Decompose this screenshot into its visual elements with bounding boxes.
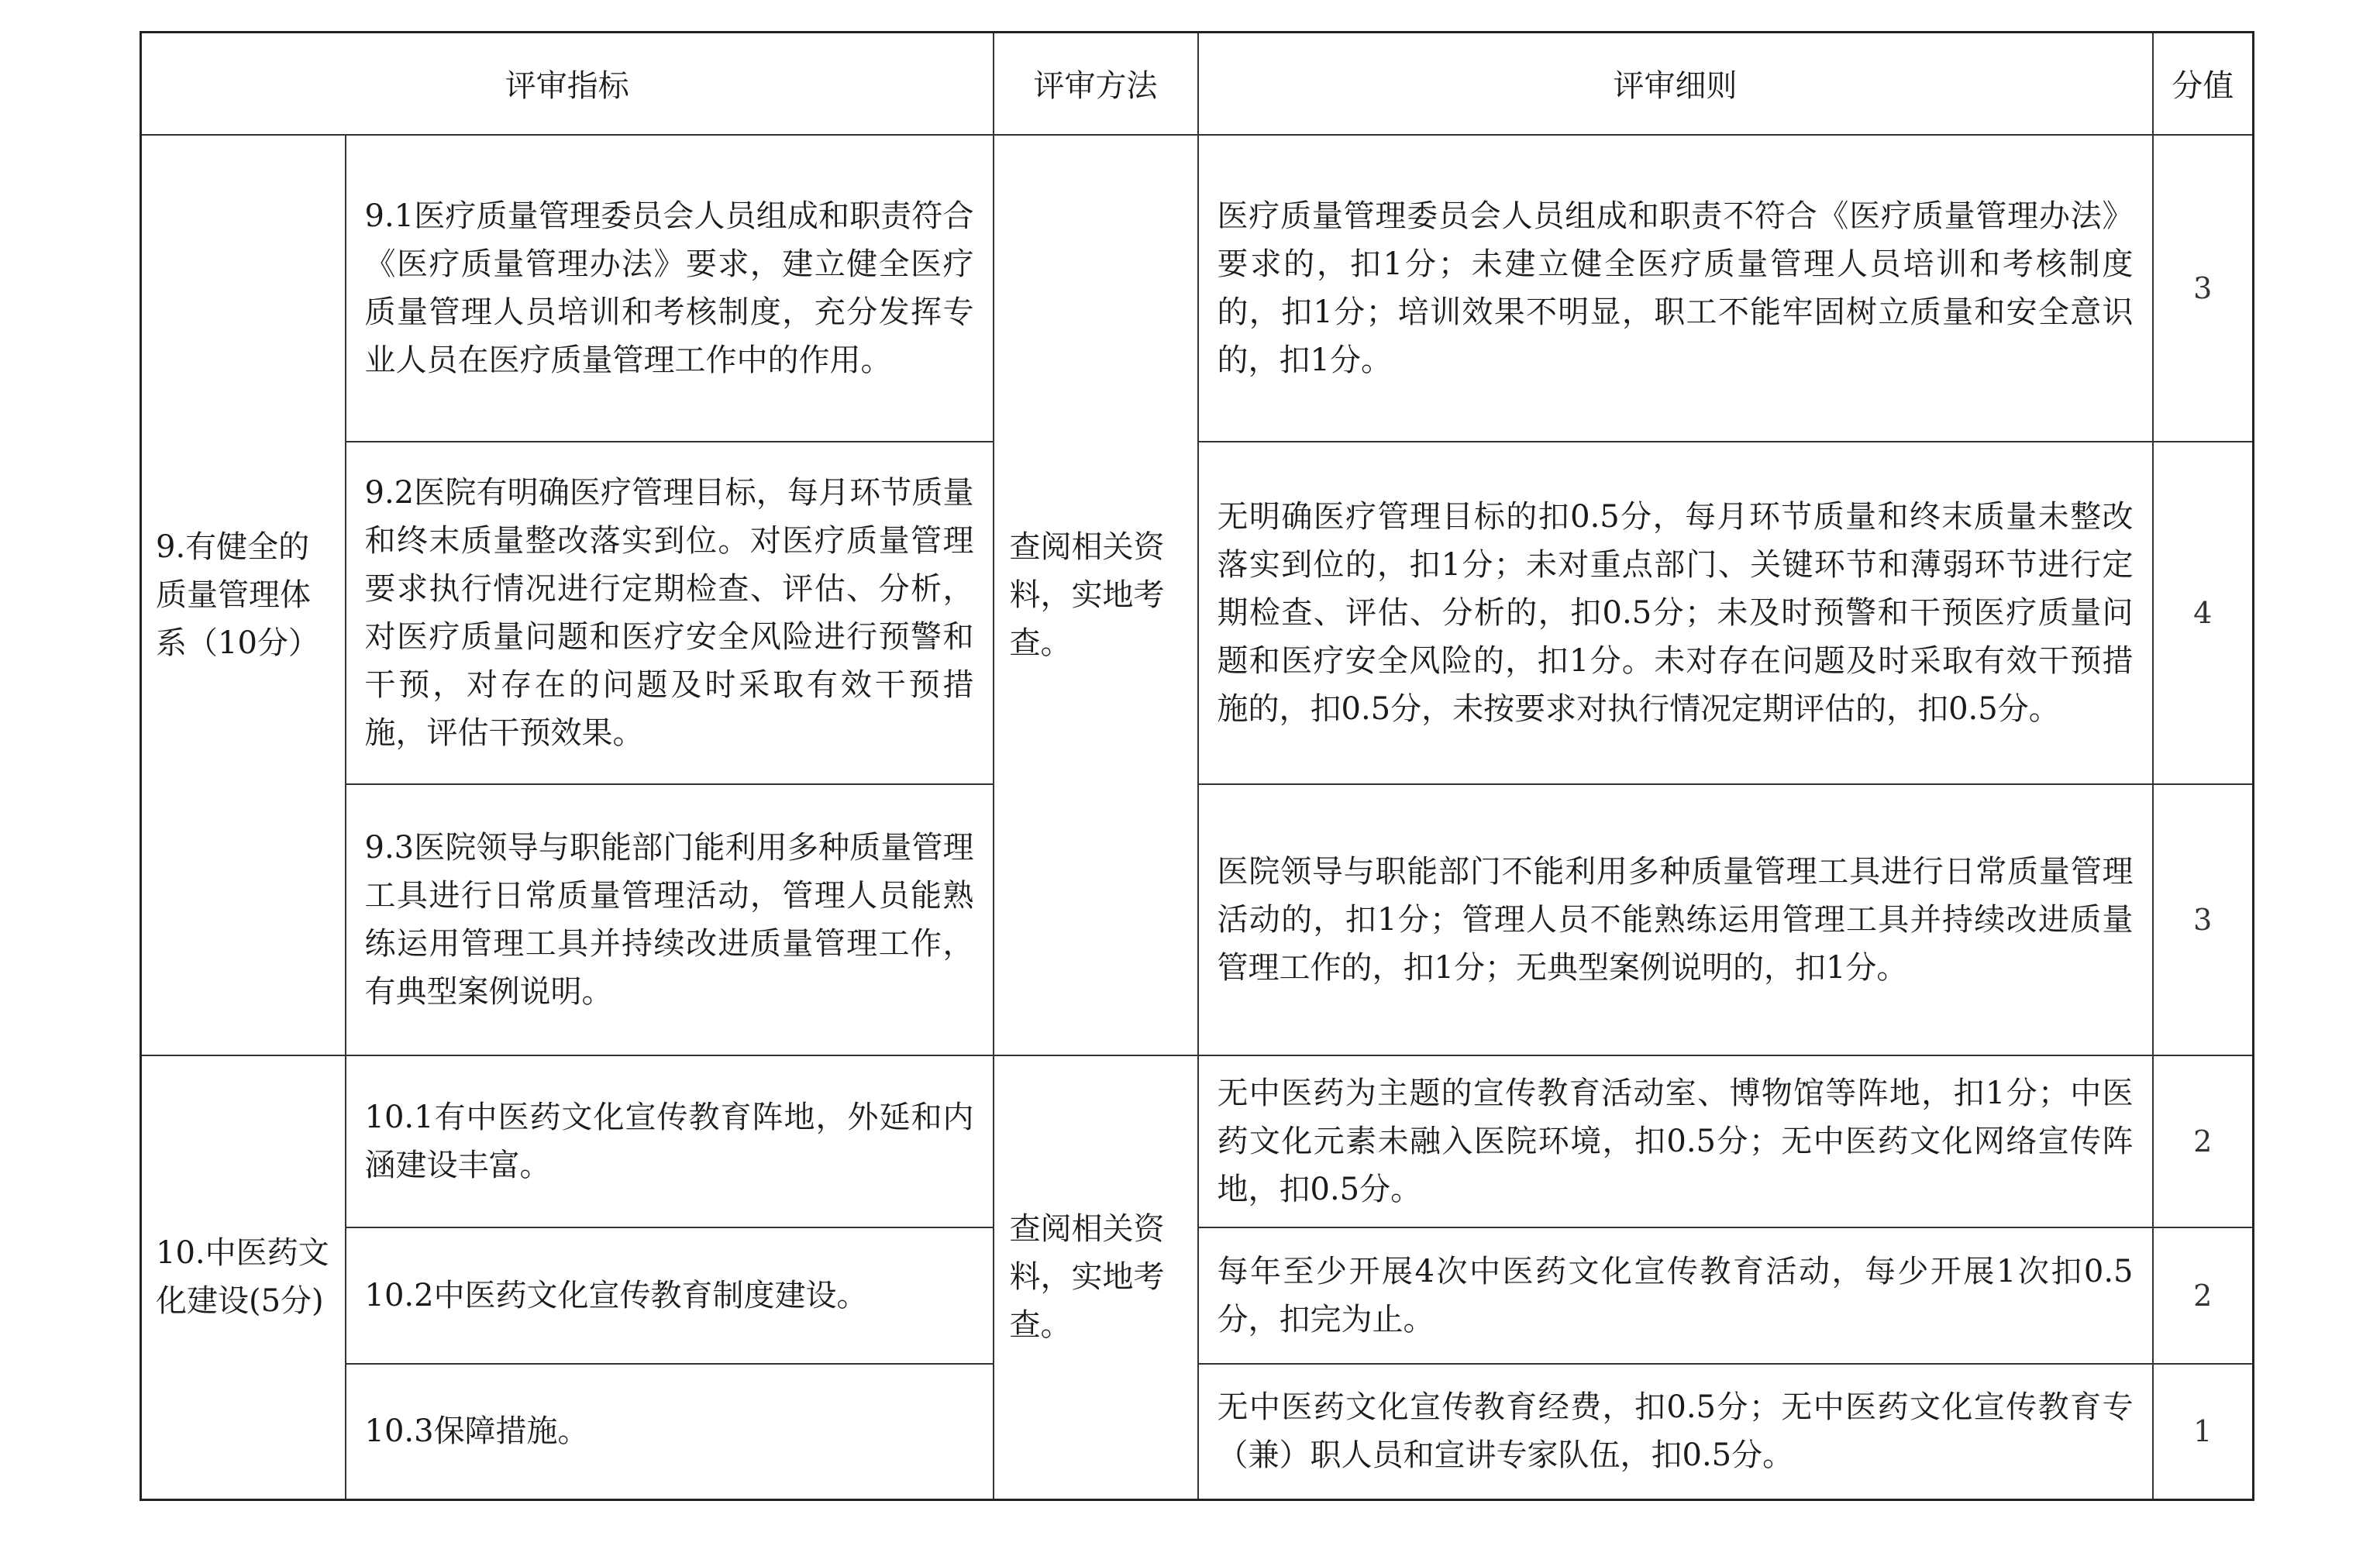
header-row xyxy=(141,33,2254,135)
score-cell: 3 xyxy=(2153,135,2254,442)
indicator-text: 9.3医院领导与职能部门能利用多种质量管理工具进行日常质量管理活动，管理人员能熟练运用管理工具并持续改进质量管理工作，有典型案例说明。 xyxy=(364,829,974,1010)
rule-text: 医院领导与职能部门不能利用多种质量管理工具进行日常质量管理活动的，扣1分；管理人员不能熟练运用管理工具并持续改进质量管理工作的，扣1分；无典型案例说明的，扣1分。 xyxy=(1217,853,2134,986)
header-score: 分值 xyxy=(2153,33,2254,135)
rule-cell xyxy=(1198,1055,2153,1227)
indicator-text: 9.2医院有明确医疗管理目标，每月环节质量和终末质量整改落实到位。对医疗质量管理要求执行情况进行定期检查、评估、分析，对医疗质量问题和医疗安全风险进行预警和干预，对存在的问题及时采取有效干预措施，评估干预效果。 xyxy=(364,474,974,751)
rule-text: 无中医药文化宣传教育经费，扣0.5分；无中医药文化宣传教育专（兼）职人员和宣讲专家队伍，扣0.5分。 xyxy=(1217,1389,2134,1474)
score-cell: 1 xyxy=(2153,1364,2254,1500)
rule-cell xyxy=(1198,784,2153,1055)
score-cell: 2 xyxy=(2153,1227,2254,1364)
score-cell: 4 xyxy=(2153,442,2254,784)
rule-text: 每年至少开展4次中医药文化宣传教育活动，每少开展1次扣0.5分，扣完为止。 xyxy=(1217,1253,2134,1337)
category-cell xyxy=(141,1055,346,1500)
rule-cell xyxy=(1198,135,2153,442)
category-cell xyxy=(141,135,346,1055)
indicator-cell xyxy=(346,784,994,1055)
rule-text: 医疗质量管理委员会人员组成和职责不符合《医疗质量管理办法》要求的，扣1分；未建立健全医疗质量管理人员培训和考核制度的，扣1分；培训效果不明显，职工不能牢固树立质量和安全意识的，扣1分。 xyxy=(1217,198,2134,378)
indicator-cell xyxy=(346,1055,994,1227)
indicator-text: 10.2中医药文化宣传教育制度建设。 xyxy=(364,1277,868,1313)
rule-cell xyxy=(1198,1227,2153,1364)
header-index: 评审指标 xyxy=(141,33,994,135)
table-row xyxy=(141,135,2254,442)
method-text: 查阅相关资料，实地考查。 xyxy=(1009,528,1165,661)
indicator-cell xyxy=(346,442,994,784)
header-rules: 评审细则 xyxy=(1198,33,2153,135)
indicator-cell xyxy=(346,135,994,442)
indicator-cell xyxy=(346,1364,994,1500)
category-text: 9.有健全的质量管理体系（10分） xyxy=(156,528,319,661)
table-row xyxy=(141,1055,2254,1227)
rule-cell xyxy=(1198,442,2153,784)
method-cell xyxy=(994,135,1198,1055)
score-cell: 3 xyxy=(2153,784,2254,1055)
evaluation-table xyxy=(139,31,2254,1501)
rule-cell xyxy=(1198,1364,2153,1500)
rule-text: 无明确医疗管理目标的扣0.5分，每月环节质量和终末质量未整改落实到位的，扣1分；未对重点部门、关键环节和薄弱环节进行定期检查、评估、分析的，扣0.5分；未及时预警和干预医疗质量问题和医疗安全风险的，扣1分。未对存在问题及时采取有效干预措施的，扣0.5分，未按要求对执行情况定期评估的，扣0.5分。 xyxy=(1217,498,2134,727)
category-text: 10.中医药文化建设(5分) xyxy=(156,1235,329,1320)
indicator-text: 10.3保障措施。 xyxy=(364,1413,589,1450)
indicator-cell xyxy=(346,1227,994,1364)
method-text: 查阅相关资料，实地考查。 xyxy=(1009,1211,1165,1344)
header-method: 评审方法 xyxy=(994,33,1198,135)
indicator-text: 10.1有中医药文化宣传教育阵地，外延和内涵建设丰富。 xyxy=(364,1099,974,1183)
indicator-text: 9.1医疗质量管理委员会人员组成和职责符合《医疗质量管理办法》要求，建立健全医疗质量管理人员培训和考核制度，充分发挥专业人员在医疗质量管理工作中的作用。 xyxy=(364,198,974,378)
rule-text: 无中医药为主题的宣传教育活动室、博物馆等阵地，扣1分；中医药文化元素未融入医院环境，扣0.5分；无中医药文化网络宣传阵地，扣0.5分。 xyxy=(1217,1075,2134,1207)
method-cell xyxy=(994,1055,1198,1500)
score-cell: 2 xyxy=(2153,1055,2254,1227)
